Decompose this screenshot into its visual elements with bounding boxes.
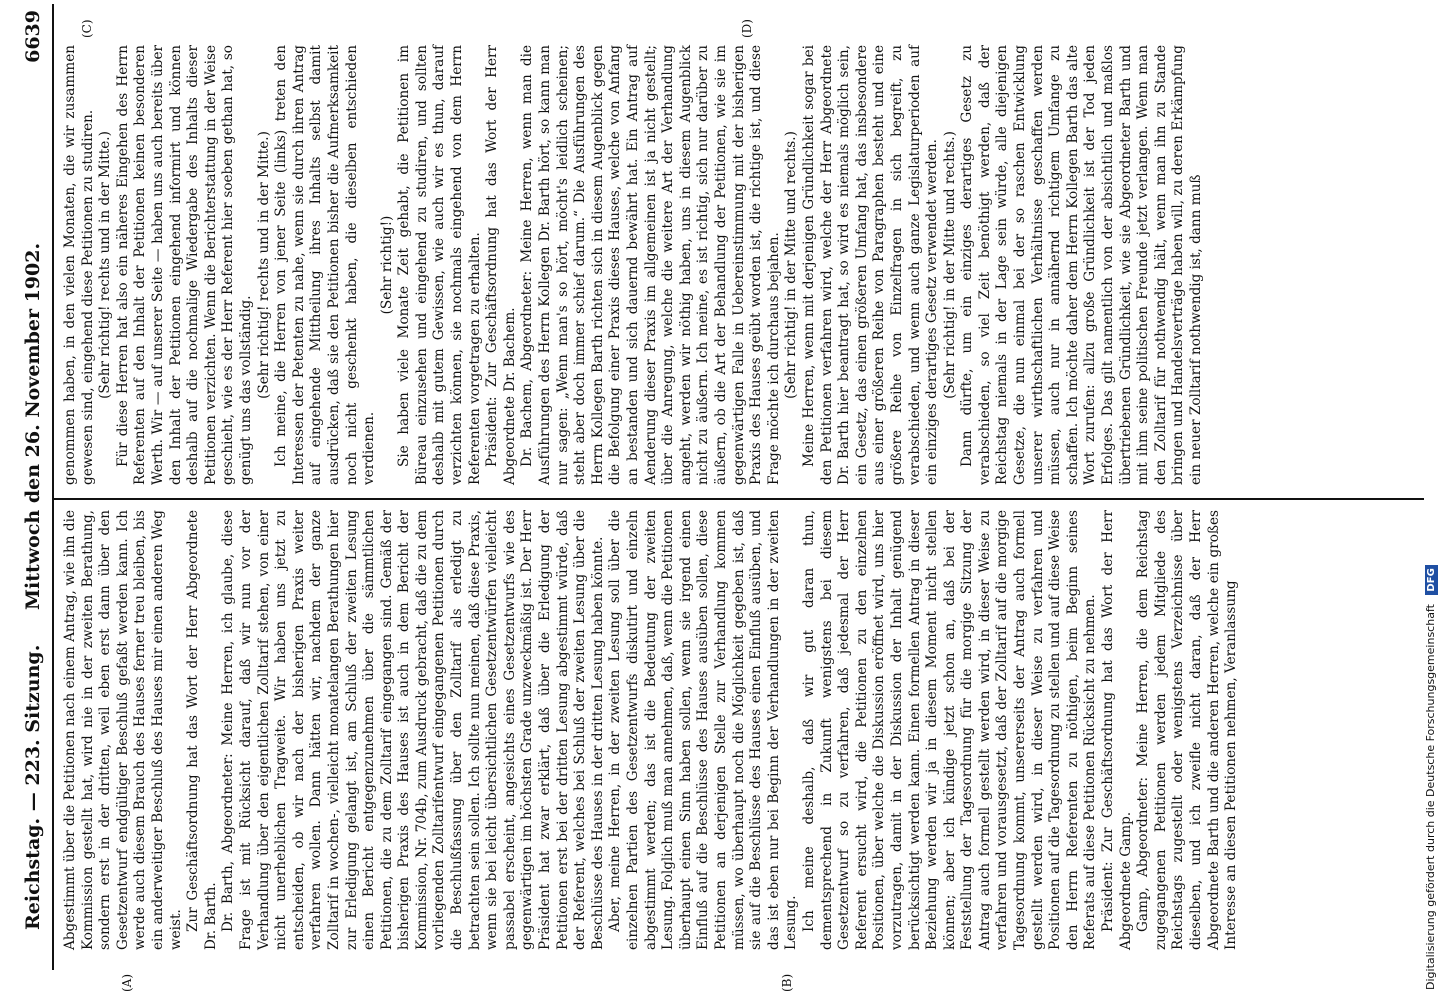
header-date: Mittwoch den 26. November 1902. xyxy=(22,242,44,610)
interjection: (Sehr richtig! in der Mitte und rechts.) xyxy=(783,131,800,399)
column-divider xyxy=(54,498,1424,500)
paragraph: Abgestimmt über die Petitionen nach einem Antrag, wie ihn die Kommission gestellt hat, wird nie in der zweiten Berathung, sondern erst in der dritten, weil eben erst dann über den Gesetzentwurf endgültiger Beschluß gefaßt werden kann. Ich werde auch diesem Brauch des Hauses ferner treu bleiben, bis ein anderweitiger Beschluß des Hauses mir einen anderen Weg weist. xyxy=(62,510,184,950)
left-column xyxy=(62,510,1422,950)
paragraph: Dann dürfte, um ein einziges derartiges Gesetz zu verabschieden, so viel Zeit benöthigt werden, daß der Reichstag niemals in der Lage sein würde, alle diejenigen Gesetze, die nun einmal bei der so raschen Entwicklung unserer wirthschaftlichen Verhältnisse geschaffen werden müssen, auch nur in annähernd richtigem Umfange zu schaffen. Ich möchte daher dem Herrn Kollegen Barth das alte Wort zurufen: allzu große Gründlichkeit ist der Tod jeden Erfolges. Das gilt namentlich von der absichtlich und maßlos übertriebenen Gründlichkeit, wie sie Abgeordneter Barth und mit ihm seine politischen Freunde jetzt verlangen. Wenn man den Zolltarif für nothwendig hält, wenn man ihn zu Stande bringen und Handelsverträge haben will, zu deren Erkämpfung ein neuer Zolltarif nothwendig ist, dann muß xyxy=(959,45,1204,485)
dfg-logo: DFG xyxy=(1425,565,1438,594)
paragraph: Dr. Barth, Abgeordneter: Meine Herren, ich glaube, diese Frage ist mit Rücksicht darauf, daß wir nun vor der Verhandlung über den eigentlichen Zolltarif stehen, von einer nicht unerheblichen Tragweite. Wir haben uns jetzt zu entscheiden, ob wir nach der bisherigen Praxis weiter verfahren wollen. Dann hätten wir, nachdem der ganze Zolltarif in wochen-, vielleicht monatelangen Berathungen hier zur Erledigung gelangt ist, am Schluß der zweiten Lesung einen Bericht entgegenzunehmen über die sämmtlichen Petitionen, die zu dem Zolltarif eingegangen sind. Gemäß der bisherigen Praxis des Hauses ist auch in dem Bericht der Kommission, Nr. 704b, zum Ausdruck gebracht, daß die zu dem vorliegenden Zolltarifentwurf eingegangenen Petitionen durch die Beschlußfassung über den Zolltarif als erledigt zu betrachten sein sollen. Ich sollte nun meinen, daß diese Praxis, wenn sie bei leicht übersichtlichen Gesetzentwürfen vielleicht passabel erscheint, angesichts eines Gesetzentwurfs wie des gegenwärtigen im höchsten Grade unzweckmäßig ist. Der Herr Präsident hat zwar erklärt, daß über die Erledigung der Petitionen erst bei der dritten Lesung abgestimmt würde, daß der Referent, welches bei Schluß der zweiten Lesung über die Beschlüsse des Hauses in der dritten Lesung haben könnte. xyxy=(220,510,606,950)
paragraph: Für diese Herren hat also ein näheres Eingehen des Herrn Referenten auf den Inhalt der Petitionen keinen besonderen Werth. Wir — auf unserer Seite — haben uns auch bereits über den Inhalt der Petitionen eingehend informirt und können deshalb auf die nochmalige Wiedergabe des Inhalts dieser Petitionen verzichten. Wenn die Berichterstattung in der Weise geschieht, wie es der Herr Referent hier soeben gethan hat, so genügt uns das vollständig. xyxy=(114,45,254,485)
margin-marker-a: (A) xyxy=(120,973,134,992)
interjection: (Sehr richtig! rechts und in der Mitte.) xyxy=(255,131,272,399)
paragraph: Präsident: Zur Geschäftsordnung hat das Wort der Herr Abgeordnete Dr. Bachem. xyxy=(484,45,518,485)
paragraph: Sie haben viele Monate Zeit gehabt, die Petitionen im Büreau einzusehen und eingehend zu studiren, und sollten deshalb mit gutem Gewissen, wie auch wir es thun, darauf verzichten können, sie nochmals eingehend von dem Herrn Referenten vorgetragen zu erhalten. xyxy=(396,45,483,485)
paragraph: Zur Geschäftsordnung hat das Wort der Herr Abgeordnete Dr. Barth. xyxy=(185,510,219,950)
interjection: (Sehr richtig!) xyxy=(378,215,395,315)
paragraph: Gamp, Abgeordneter: Meine Herren, die dem Reichstag zugegangenen Petitionen werden jedem Mitgliede des Reichstags zugestellt oder wenigstens Verzeichnisse über dieselben, und ich zweifle nicht daran, daß der Herr Abgeordnete Barth und die anderen Herren, welche ein großes Interesse an diesen Petitionen nehmen, Veranlassung xyxy=(1135,510,1240,950)
paragraph: Ich meine deshalb, daß wir gut daran thun, dementsprechend in Zukunft wenigstens bei diesem Gesetzentwurf so zu verfahren, daß jedesmal der Herr Referent ersucht wird, die Petitionen zu den einzelnen Positionen, über welche die Diskussion eröffnet wird, uns hier vorzutragen, damit in der Diskussion der Inhalt genügend berücksichtigt werden kann. Einen formellen Antrag in dieser Beziehung werden wir ja in diesem Moment nicht stellen können; aber ich kündige jetzt schon an, daß bei der Feststellung der Tagesordnung für die morgige Sitzung der Antrag auch formell gestellt werden wird, in dieser Weise zu verfahren und vorausgesetzt, daß der Zolltarif auf die morgige Tagesordnung kommt, unsererseits der Antrag auch formell gestellt werden wird, in dieser Weise zu verfahren und Positionen auf die Tagesordnung zu stellen und auf diese Weise den Herrn Referenten zu nöthigen, beim Beginn seines Referats auf diese Petitionen Rücksicht zu nehmen. xyxy=(800,510,1099,950)
page-number: 6639 xyxy=(22,10,44,63)
interjection: (Sehr richtig! in der Mitte und rechts.) xyxy=(941,131,958,399)
digitization-sidebar xyxy=(1404,10,1437,990)
paragraph: Ich meine, die Herren von jener Seite (links) treten den Interessen der Petenten zu nahe, wenn sie durch ihren Antrag auf eingehende Mittheilung ihres Inhalts selbst damit ausdrücken, daß sie den Petitionen bisher die Aufmerksamkeit noch nicht geschenkt haben, die dieselben entschieden verdienen. xyxy=(273,45,378,485)
paragraph: Aber, meine Herren, in der zweiten Lesung soll über die einzelnen Partien des Gesetzentwurfs diskutirt und einzeln abgestimmt werden; das ist die Bedeutung der zweiten Lesung. Folglich muß man annehmen, daß, wenn die Petitionen überhaupt einen Sinn haben sollen, wenn sie irgend einen Einfluß auf die Beschlüsse des Hauses ausüben sollen, diese Petitionen an derjenigen Stelle zur Verhandlung kommen müssen, wo überhaupt noch die Möglichkeit gegeben ist, daß sie auf die Beschlüsse des Hauses einen Einfluß ausüben, und das ist eben nur bei Beginn der Verhandlungen in der zweiten Lesung. xyxy=(607,510,800,950)
margin-marker-b: (B) xyxy=(780,973,794,992)
interjection: (Sehr richtig! rechts und in der Mitte.) xyxy=(97,131,114,399)
paragraph: genommen haben, in den vielen Monaten, die wir zusammen gewesen sind, eingehend diese Petitionen zu studiren. xyxy=(62,45,96,485)
paragraph: Dr. Bachem, Abgeordneter: Meine Herren, wenn man die Ausführungen des Herrn Kollegen Dr. Barth hört, so kann man nur sagen: „Wenn man's so hört, möcht's leidlich scheinen; steht aber doch immer schief darum.“ Die Ausführungen des Herrn Kollegen Barth richten sich in diesem Augenblick gegen die Befolgung einer Praxis dieses Hauses, welche von Anfang an bestanden und sich dauernd bewährt hat. Ein Antrag auf Aenderung dieser Praxis im allgemeinen ist ja nicht gestellt; über die Anregung, welche die weitere Art der Verhandlung angeht, werden wir nöthig haben, uns in diesem Augenblick nicht zu äußern. Ich meine, es ist richtig, sich nur darüber zu äußern, ob die Art der Behandlung der Petitionen, wie sie im gegenwärtigen Falle in Uebereinstimmung mit der bisherigen Praxis des Hauses geübt worden ist, die richtige ist, und diese Frage möchte ich durchaus bejahen. xyxy=(519,45,782,485)
header-rule xyxy=(52,4,54,970)
margin-marker-c: (C) xyxy=(80,19,94,38)
paragraph: Meine Herren, wenn mit derjenigen Gründlichkeit sogar bei den Petitionen verfahren wird, welche der Herr Abgeordnete Dr. Barth hier beantragt hat, so wird es niemals möglich sein, ein Gesetz, das einen größeren Umfang hat, das insbesondere aus einer größeren Reihe von Paragraphen besteht und eine größere Reihe von Einzelfragen in sich begreift, zu verabschieden, und wenn auch ganze Legislaturperioden auf ein einziges derartiges Gesetz verwendet werden. xyxy=(800,45,941,485)
margin-marker-d: (D) xyxy=(740,19,754,38)
paragraph: Präsident: Zur Geschäftsordnung hat das Wort der Herr Abgeordnete Gamp. xyxy=(1100,510,1134,950)
digitization-note: Digitalisierung gefördert durch die Deutsche Forschungsgemeinschaft xyxy=(1424,604,1437,990)
header-left-title: Reichstag. — 223. Sitzung. xyxy=(22,644,44,930)
right-column xyxy=(62,45,1422,485)
page-header xyxy=(18,10,52,970)
